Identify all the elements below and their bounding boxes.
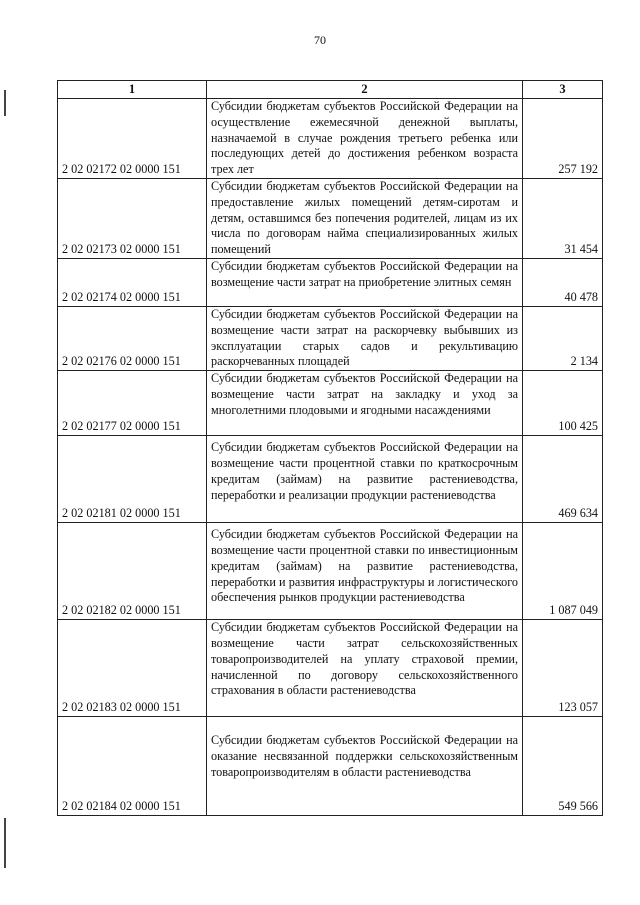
amount-cell: 40 478 [523,258,603,306]
table-row [58,371,603,436]
budget-revenue-table [57,80,603,816]
column-header-amount: 3 [523,81,603,99]
description-cell: Субсидии бюджетам субъектов Российской Федерации на возмещение части процентной ставки по краткосрочным кредитам (займам) на развитие растениеводства, переработки и реализации продукции растениеводства [207,436,523,523]
table-row [58,620,603,717]
budget-code-cell: 2 02 02184 02 0000 151 [58,717,207,816]
amount-cell: 549 566 [523,717,603,816]
table-row [58,717,603,816]
description-cell: Субсидии бюджетам субъектов Российской Федерации на оказание несвязанной поддержки сельскохозяйственным товаропроизводителям в области растениеводства [207,717,523,816]
budget-code-cell: 2 02 02177 02 0000 151 [58,371,207,436]
description-cell: Субсидии бюджетам субъектов Российской Федерации на возмещение части затрат на приобретение элитных семян [207,258,523,306]
description-cell: Субсидии бюджетам субъектов Российской Федерации на возмещение части затрат сельскохозяйственных товаропроизводителей на уплату страховой премии, начисленной по договору сельскохозяйственного страхования в области растениеводства [207,620,523,717]
budget-code-cell: 2 02 02182 02 0000 151 [58,523,207,620]
amount-cell: 257 192 [523,99,603,179]
budget-code-cell: 2 02 02172 02 0000 151 [58,99,207,179]
budget-code-cell: 2 02 02174 02 0000 151 [58,258,207,306]
budget-code-cell: 2 02 02176 02 0000 151 [58,306,207,370]
budget-code-cell: 2 02 02173 02 0000 151 [58,179,207,259]
description-cell: Субсидии бюджетам субъектов Российской Федерации на возмещение части процентной ставки по инвестиционным кредитам (займам) на развитие растениеводства, переработки и развития инфраструктуры и логистического обеспечения рынков продукции растениеводства [207,523,523,620]
budget-code-cell: 2 02 02181 02 0000 151 [58,436,207,523]
table-row [58,179,603,259]
description-cell: Субсидии бюджетам субъектов Российской Федерации на возмещение части затрат на раскорчевку выбывших из эксплуатации старых садов и рекультивацию раскорчеванных площадей [207,306,523,370]
scan-edge-mark [4,90,6,116]
amount-cell: 2 134 [523,306,603,370]
page-number: 70 [314,33,326,47]
description-cell: Субсидии бюджетам субъектов Российской Федерации на осуществление ежемесячной денежной выплаты, назначаемой в случае рождения третьего ребенка или последующих детей до достижения ребенком возраста трех лет [207,99,523,179]
budget-code-cell: 2 02 02183 02 0000 151 [58,620,207,717]
table-row [58,306,603,370]
table-row [58,258,603,306]
table-header-row [58,81,603,99]
description-cell: Субсидии бюджетам субъектов Российской Федерации на возмещение части затрат на закладку и уход за многолетними плодовыми и ягодными насаждениями [207,371,523,436]
scan-edge-mark [4,818,6,868]
table-row [58,523,603,620]
table-row [58,436,603,523]
amount-cell: 1 087 049 [523,523,603,620]
amount-cell: 123 057 [523,620,603,717]
column-header-description: 2 [207,81,523,99]
table-row [58,99,603,179]
column-header-code: 1 [58,81,207,99]
amount-cell: 469 634 [523,436,603,523]
amount-cell: 100 425 [523,371,603,436]
amount-cell: 31 454 [523,179,603,259]
description-cell: Субсидии бюджетам субъектов Российской Федерации на предоставление жилых помещений детям-сиротам и детям, оставшимся без попечения родителей, лицам из их числа по договорам найма специализированных жилых помещений [207,179,523,259]
